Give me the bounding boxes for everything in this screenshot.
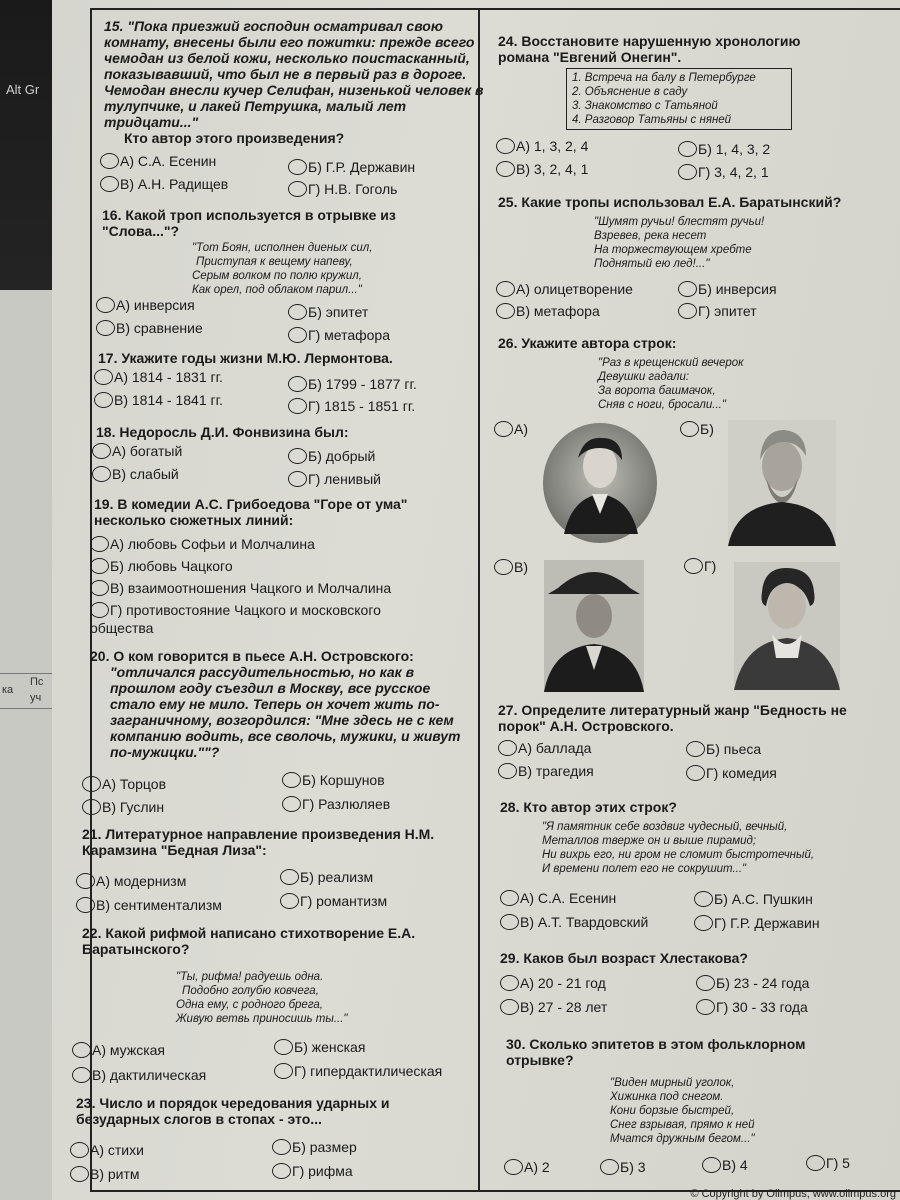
radio-circle-icon	[90, 558, 109, 574]
radio-circle-icon	[288, 304, 307, 320]
q28-option-a[interactable]: А) С.А. Есенин	[500, 889, 616, 907]
radio-circle-icon	[76, 897, 95, 913]
radio-circle-icon	[274, 1039, 293, 1055]
q24-event-4: 4. Разговор Татьяны с няней	[572, 114, 732, 126]
radio-circle-icon	[504, 1159, 523, 1175]
q25-option-c[interactable]: В) метафора	[496, 302, 600, 320]
q23-option-b[interactable]: Б) размер	[272, 1138, 357, 1156]
under-header-cell-1: ка	[2, 684, 14, 696]
q20-quote: "отличался рассудительностью, но как в прошлом году съездил в Москву, все русское стало ему не мило. Теперь он хочет жить по-заграничному, возгордился: "Мне здесь не с кем компанию водить, все сволочь, мужики, и живут по-мужицки.""?	[110, 664, 461, 760]
q29-option-a[interactable]: А) 20 - 21 год	[500, 974, 606, 992]
q15-question: Кто автор этого произведения?	[124, 130, 345, 146]
q16-title: 16. Какой троп используется в отрывке из "Слова..."?	[102, 207, 396, 239]
radio-circle-icon	[288, 181, 307, 197]
under-header-cell-2: Пс	[30, 676, 44, 688]
portrait-c-image	[544, 560, 644, 692]
q23-option-c[interactable]: В) ритм	[70, 1165, 140, 1183]
radio-circle-icon	[696, 999, 715, 1015]
radio-circle-icon	[96, 297, 115, 313]
radio-circle-icon	[100, 153, 119, 169]
radio-circle-icon	[694, 891, 713, 907]
q23-option-a[interactable]: А) стихи	[70, 1141, 144, 1159]
radio-circle-icon	[272, 1163, 291, 1179]
q15-option-c[interactable]: В) А.Н. Радищев	[100, 175, 228, 193]
q24-title: 24. Восстановите нарушенную хронологию романа "Евгений Онегин".	[498, 33, 801, 65]
radio-circle-icon	[282, 796, 301, 812]
q19-option-d[interactable]: Г) противостояние Чацкого и московского общества	[90, 602, 381, 636]
radio-circle-icon	[680, 421, 699, 437]
q24-option-b[interactable]: Б) 1, 4, 3, 2	[678, 140, 770, 158]
q20-option-a[interactable]: А) Торцов	[82, 775, 166, 793]
radio-circle-icon	[92, 466, 111, 482]
q24-event-1: 1. Встреча на балу в Петербурге	[572, 72, 756, 84]
q16-quote: "Тот Боян, исполнен диеных сил, Приступая к вещему напеву, Серым волком по полю кружил, Как орел, под облаком парил..."	[192, 242, 373, 296]
q29-option-c[interactable]: В) 27 - 28 лет	[500, 998, 607, 1016]
q20-option-b[interactable]: Б) Коршунов	[282, 771, 385, 789]
q22-title: 22. Какой рифмой написано стихотворение Е.А. Баратынского?	[82, 925, 416, 957]
q25-option-d[interactable]: Г) эпитет	[678, 302, 757, 320]
radio-circle-icon	[496, 303, 515, 319]
radio-circle-icon	[90, 536, 109, 552]
q19-option-b[interactable]: Б) любовь Чацкого	[90, 557, 233, 575]
q17-option-b[interactable]: Б) 1799 - 1877 гг.	[288, 375, 417, 393]
portrait-d-image	[734, 562, 840, 690]
q17-option-c[interactable]: В) 1814 - 1841 гг.	[94, 391, 223, 409]
q25-quote: "Шумят ручьи! блестят ручьи! Взревев, река несет На торжествующем хребте Поднятый ею лед!..."	[594, 216, 765, 270]
q30-title: 30. Сколько эпитетов в этом фольклорном отрывке?	[506, 1036, 806, 1068]
q19-option-a[interactable]: А) любовь Софьи и Молчалина	[90, 535, 315, 553]
radio-circle-icon	[92, 443, 111, 459]
q15-title: 15. "Пока приезжий господин осматривал свою комнату, внесены были его пожитки: прежде всего чемодан из белой кожи, несколько поистасканный, показывавший, что был не в первый раз в дороге. Чемодан внесли кучер Селифан, низенькой человек в тулупчике, и лакей Петрушка, малый лет тридцати..."	[104, 18, 484, 130]
radio-circle-icon	[288, 376, 307, 392]
q22-option-b[interactable]: Б) женская	[274, 1038, 365, 1056]
portrait-a-image	[542, 422, 658, 544]
q21-option-b[interactable]: Б) реализм	[280, 868, 373, 886]
q20-title: 20. О ком говорится в пьесе А.Н. Островского:	[90, 648, 414, 664]
q30-option-a[interactable]: А) 2	[504, 1158, 550, 1176]
q29-option-d[interactable]: Г) 30 - 33 года	[696, 998, 808, 1016]
radio-circle-icon	[288, 327, 307, 343]
q22-option-c[interactable]: В) дактилическая	[72, 1066, 206, 1084]
q29-title: 29. Каков был возраст Хлестакова?	[500, 950, 748, 966]
q15-option-b[interactable]: Б) Г.Р. Державин	[288, 158, 415, 176]
q21-option-a[interactable]: А) модернизм	[76, 872, 186, 890]
q18-option-b[interactable]: Б) добрый	[288, 447, 375, 465]
radio-circle-icon	[684, 558, 703, 574]
q24-events-box	[566, 68, 792, 130]
radio-circle-icon	[70, 1166, 89, 1182]
q17-option-a[interactable]: А) 1814 - 1831 гг.	[94, 368, 223, 386]
alt-gr-key-label: Alt Gr	[6, 82, 40, 97]
q28-option-d[interactable]: Г) Г.Р. Державин	[694, 914, 820, 932]
radio-circle-icon	[694, 915, 713, 931]
radio-circle-icon	[288, 471, 307, 487]
radio-circle-icon	[90, 602, 109, 618]
radio-circle-icon	[498, 740, 517, 756]
q26-option-a[interactable]: А)	[494, 420, 528, 438]
radio-circle-icon	[496, 161, 515, 177]
radio-circle-icon	[100, 176, 119, 192]
radio-circle-icon	[500, 914, 519, 930]
radio-circle-icon	[94, 369, 113, 385]
radio-circle-icon	[288, 398, 307, 414]
radio-circle-icon	[70, 1142, 89, 1158]
q18-option-c[interactable]: В) слабый	[92, 465, 179, 483]
radio-circle-icon	[696, 975, 715, 991]
q26-quote: "Раз в крещенский вечерок Девушки гадали: За ворота башмачок, Сняв с ноги, бросали..."	[598, 357, 744, 411]
q22-quote: "Ты, рифма! радуешь одна. Подобно голубю ковчега, Одна ему, с родного брега, Живую ветвь приносишь ты..."	[176, 971, 348, 1025]
q28-title: 28. Кто автор этих строк?	[500, 799, 677, 815]
q26-option-d[interactable]: Г)	[684, 557, 716, 575]
radio-circle-icon	[72, 1067, 91, 1083]
radio-circle-icon	[496, 281, 515, 297]
q24-event-2: 2. Объяснение в саду	[572, 86, 688, 98]
q30-option-b[interactable]: Б) 3	[600, 1158, 646, 1176]
q16-option-d[interactable]: Г) метафора	[288, 326, 390, 344]
q29-option-b[interactable]: Б) 23 - 24 года	[696, 974, 809, 992]
q24-option-c[interactable]: В) 3, 2, 4, 1	[496, 160, 588, 178]
radio-circle-icon	[600, 1159, 619, 1175]
radio-circle-icon	[500, 999, 519, 1015]
radio-circle-icon	[96, 320, 115, 336]
radio-circle-icon	[82, 776, 101, 792]
under-header-cell-3: уч	[30, 692, 42, 704]
q28-option-b[interactable]: Б) А.С. Пушкин	[694, 890, 813, 908]
q28-quote: "Я памятник себе воздвиг чудесный, вечный, Металлов тверже он и выше пирамид; Ни вихрь его, ни гром не сломит быстротечный, И времени полет его не сокрушит..."	[542, 821, 815, 875]
portrait-b-image	[728, 420, 836, 546]
radio-circle-icon	[274, 1063, 293, 1079]
q28-option-c[interactable]: В) А.Т. Твардовский	[500, 913, 648, 931]
radio-circle-icon	[678, 164, 697, 180]
q26-option-b[interactable]: Б)	[680, 420, 714, 438]
q23-option-d[interactable]: Г) рифма	[272, 1162, 353, 1180]
radio-circle-icon	[494, 559, 513, 575]
q23-title: 23. Число и порядок чередования ударных и безударных слогов в стопах - это...	[76, 1095, 390, 1127]
radio-circle-icon	[288, 448, 307, 464]
q26-title: 26. Укажите автора строк:	[498, 335, 677, 351]
q18-option-a[interactable]: А) богатый	[92, 442, 182, 460]
q22-option-a[interactable]: А) мужская	[72, 1041, 165, 1059]
q27-option-b[interactable]: Б) пьеса	[686, 740, 761, 758]
radio-circle-icon	[494, 421, 513, 437]
q30-option-d[interactable]: Г) 5	[806, 1154, 850, 1172]
radio-circle-icon	[94, 392, 113, 408]
radio-circle-icon	[678, 141, 697, 157]
q21-option-d[interactable]: Г) романтизм	[280, 892, 387, 910]
radio-circle-icon	[272, 1139, 291, 1155]
radio-circle-icon	[498, 763, 517, 779]
q25-option-a[interactable]: А) олицетворение	[496, 280, 633, 298]
radio-circle-icon	[702, 1157, 721, 1173]
radio-circle-icon	[678, 303, 697, 319]
radio-circle-icon	[72, 1042, 91, 1058]
q18-title: 18. Недоросль Д.И. Фонвизина был:	[96, 424, 349, 440]
radio-circle-icon	[500, 975, 519, 991]
copyright-footer: © Copyright by Olimpus, www.olimpus.org	[690, 1188, 896, 1200]
q20-option-c[interactable]: В) Гуслин	[82, 798, 164, 816]
radio-circle-icon	[806, 1155, 825, 1171]
q20-option-d[interactable]: Г) Разлюляев	[282, 795, 390, 813]
q24-event-3: 3. Знакомство с Татьяной	[572, 100, 718, 112]
radio-circle-icon	[280, 869, 299, 885]
q21-title: 21. Литературное направление произведения Н.М. Карамзина "Бедная Лиза":	[82, 826, 435, 858]
radio-circle-icon	[288, 159, 307, 175]
q16-option-c[interactable]: В) сравнение	[96, 319, 203, 337]
q30-quote: "Виден мирный уголок, Хижинка под снегом. Кони борзые быстрей, Снег взрывая, прямо к ней Мчатся дружным бегом..."	[610, 1077, 755, 1145]
radio-circle-icon	[686, 741, 705, 757]
q24-option-d[interactable]: Г) 3, 4, 2, 1	[678, 163, 769, 181]
radio-circle-icon	[76, 873, 95, 889]
q19-title: 19. В комедии А.С. Грибоедова "Горе от ума" несколько сюжетных линий:	[94, 496, 408, 528]
q16-option-b[interactable]: Б) эпитет	[288, 303, 368, 321]
radio-circle-icon	[496, 138, 515, 154]
radio-circle-icon	[686, 765, 705, 781]
q25-option-b[interactable]: Б) инверсия	[678, 280, 777, 298]
q15-option-d[interactable]: Г) Н.В. Гоголь	[288, 180, 397, 198]
q16-option-a[interactable]: А) инверсия	[96, 296, 195, 314]
q25-title: 25. Какие тропы использовал Е.А. Баратынский?	[498, 194, 842, 210]
radio-circle-icon	[280, 893, 299, 909]
q15-option-a[interactable]: А) С.А. Есенин	[100, 152, 216, 170]
q27-title: 27. Определите литературный жанр "Бедность не порок" А.Н. Островского.	[498, 702, 847, 734]
q24-option-a[interactable]: А) 1, 3, 2, 4	[496, 137, 588, 155]
q30-option-c[interactable]: В) 4	[702, 1156, 748, 1174]
q18-option-d[interactable]: Г) ленивый	[288, 470, 381, 488]
q26-option-c[interactable]: В)	[494, 558, 528, 576]
q27-option-d[interactable]: Г) комедия	[686, 764, 777, 782]
q17-title: 17. Укажите годы жизни М.Ю. Лермонтова.	[98, 350, 393, 366]
radio-circle-icon	[90, 580, 109, 596]
q17-option-d[interactable]: Г) 1815 - 1851 гг.	[288, 397, 415, 415]
radio-circle-icon	[678, 281, 697, 297]
q27-option-c[interactable]: В) трагедия	[498, 762, 594, 780]
q21-option-c[interactable]: В) сентиментализм	[76, 896, 222, 914]
radio-circle-icon	[82, 799, 101, 815]
q27-option-a[interactable]: А) баллада	[498, 739, 591, 757]
q22-option-d[interactable]: Г) гипердактилическая	[274, 1062, 442, 1080]
radio-circle-icon	[500, 890, 519, 906]
q19-option-c[interactable]: В) взаимоотношения Чацкого и Молчалина	[90, 579, 391, 597]
radio-circle-icon	[282, 772, 301, 788]
